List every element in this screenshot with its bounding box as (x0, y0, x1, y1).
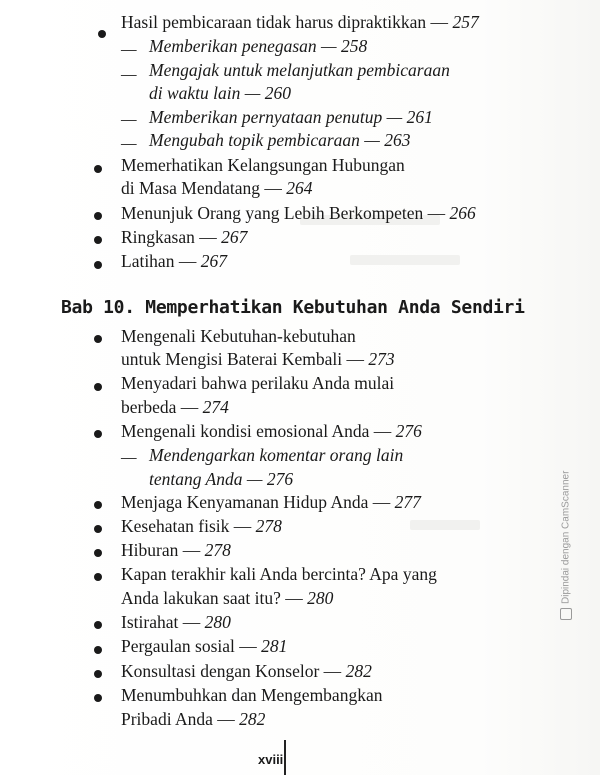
bullet-icon (94, 236, 102, 244)
page-number: xviii (258, 752, 284, 767)
toc-entry: Menumbuhkan dan Mengembangkan (121, 685, 383, 705)
toc-entry-cont: Anda lakukan saat itu? — 280 (121, 588, 334, 608)
bullet-icon (94, 670, 102, 678)
bullet-icon (94, 383, 102, 391)
toc-subentry: Memberikan pernyataan penutup — 261 (149, 107, 433, 127)
toc-subentry: Mengajak untuk melanjutkan pembicaraan (149, 60, 450, 80)
toc-subentry: Mendengarkan komentar orang lain (149, 445, 404, 465)
bullet-icon (98, 30, 106, 38)
bullet-icon (94, 694, 102, 702)
toc-entry: Hasil pembicaraan tidak harus dipraktikkan — 257 (121, 12, 479, 32)
toc-subentry-cont: tentang Anda — 276 (149, 469, 294, 489)
toc-entry-cont: di Masa Mendatang — 264 (121, 178, 313, 198)
toc-entry: Menunjuk Orang yang Lebih Berkompeten — 266 (121, 203, 476, 223)
bullet-icon (94, 549, 102, 557)
scanner-watermark: Dipindai dengan CamScanner (560, 470, 574, 620)
bullet-icon (94, 573, 102, 581)
toc-entry-cont: untuk Mengisi Baterai Kembali — 273 (121, 349, 395, 369)
bullet-icon (94, 430, 102, 438)
sub-dash-icon: — (121, 109, 137, 129)
toc-entry: Hiburan — 278 (121, 540, 231, 560)
toc-entry: Konsultasi dengan Konselor — 282 (121, 661, 372, 681)
bullet-icon (94, 646, 102, 654)
bullet-icon (94, 335, 102, 343)
chapter-heading: Bab 10. Memperhatikan Kebutuhan Anda Sendiri (61, 297, 525, 318)
show-through (410, 520, 480, 530)
toc-entry-cont: Pribadi Anda — 282 (121, 709, 266, 729)
camscanner-logo-icon (560, 608, 572, 620)
bullet-icon (94, 212, 102, 220)
bullet-icon (94, 261, 102, 269)
toc-entry: Memerhatikan Kelangsungan Hubungan (121, 155, 405, 175)
toc-entry: Kapan terakhir kali Anda bercinta? Apa yang (121, 564, 437, 584)
toc-entry: Menyadari bahwa perilaku Anda mulai (121, 373, 395, 393)
toc-entry: Kesehatan fisik — 278 (121, 516, 282, 536)
sub-dash-icon: — (121, 447, 137, 467)
sub-dash-icon: — (121, 133, 137, 153)
toc-entry: Latihan — 267 (121, 251, 227, 271)
gutter-rule (284, 740, 286, 775)
toc-entry: Istirahat — 280 (121, 612, 231, 632)
toc-entry: Ringkasan — 267 (121, 227, 248, 247)
toc-entry: Pergaulan sosial — 281 (121, 636, 288, 656)
toc-subentry-cont: di waktu lain — 260 (149, 83, 291, 103)
toc-entry: Mengenali Kebutuhan-kebutuhan (121, 326, 356, 346)
bullet-icon (94, 165, 102, 173)
toc-entry: Mengenali kondisi emosional Anda — 276 (121, 421, 422, 441)
toc-subentry: Mengubah topik pembicaraan — 263 (149, 130, 411, 150)
bullet-icon (94, 621, 102, 629)
toc-entry: Menjaga Kenyamanan Hidup Anda — 277 (121, 492, 421, 512)
sub-dash-icon: — (121, 64, 137, 84)
sub-dash-icon: — (121, 39, 137, 59)
show-through (350, 255, 460, 265)
bullet-icon (94, 525, 102, 533)
toc-subentry: Memberikan penegasan — 258 (149, 36, 368, 56)
bullet-icon (94, 501, 102, 509)
toc-entry-cont: berbeda — 274 (121, 397, 229, 417)
